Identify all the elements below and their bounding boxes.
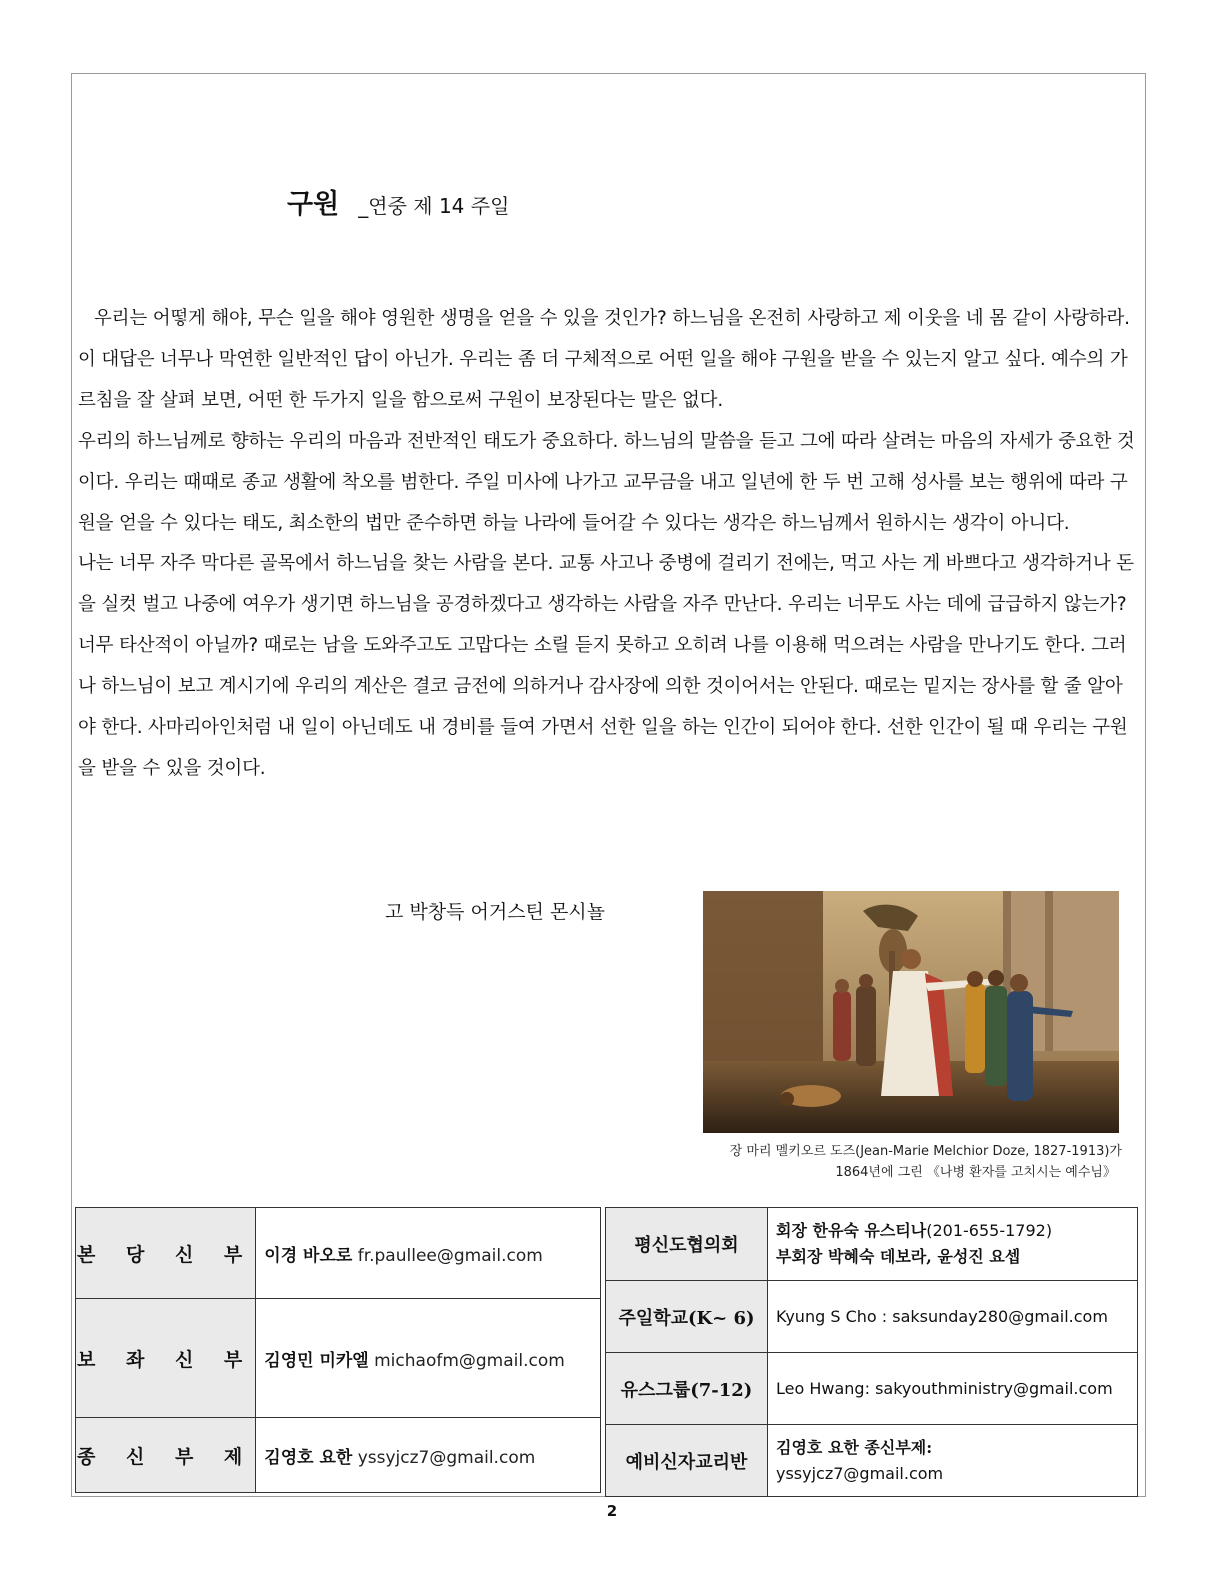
title-main: 구원 (287, 189, 340, 220)
clergy-name: 김영호 요한 (264, 1447, 353, 1468)
council-line-1 (776, 1218, 1136, 1244)
group-value (768, 1353, 1138, 1425)
painting-image (703, 891, 1119, 1133)
clergy-label: 보 좌 신 부 (76, 1299, 256, 1418)
clergy-label: 종 신 부 제 (76, 1418, 256, 1493)
caption-line-1: 장 마리 멜키오르 도즈(Jean-Marie Melchior Doze, 1827-1913)가 (729, 1144, 1122, 1159)
clergy-email: michaofm@gmail.com (374, 1350, 565, 1371)
clergy-name: 이경 바오로 (264, 1245, 353, 1266)
catechumen-email: yssyjcz7@gmail.com (776, 1463, 944, 1483)
clergy-email: yssyjcz7@gmail.com (357, 1447, 536, 1468)
group-label: 주일학교(K~ 6) (606, 1281, 768, 1353)
council-line-2: 부회장 박혜숙 데보라, 윤성진 요셉 (776, 1247, 1021, 1266)
clergy-email: fr.paullee@gmail.com (357, 1245, 543, 1266)
clergy-table (75, 1207, 601, 1493)
paragraph-3: 나는 너무 자주 막다른 골목에서 하느님을 찾는 사람을 본다. 교통 사고나 중병에 걸리기 전에는, 먹고 사는 게 바쁘다고 생각하거나 돈을 실컷 벌고 나중에 여우가 생기면 하느님을 공경하겠다고 생각하는 사람을 자주 만난다. 우리는 너무도 사는 데에 급급하지 않는가? 너무 타산적이 아닐까? 때로는 남을 도와주고도 고맙다는 소릴 듣지 못하고 오히려 나를 이용해 먹으려는 사람을 만나기도 한다. 그러나 하느님이 보고 계시기에 우리의 계산은 결코 금전에 의하거나 감사장에 의한 것이어서는 안된다. 때로는 밑지는 장사를 할 줄 알아야 한다. 사마리아인처럼 내 일이 아닌데도 내 경비를 들여 가면서 선한 일을 하는 인간이 되어야 한다. 선한 인간이 될 때 우리는 구원을 받을 수 있을 것이다. (78, 553, 1134, 779)
table-row (606, 1281, 1138, 1353)
youth-email: sakyouthministry@gmail.com (875, 1378, 1113, 1398)
table-row (76, 1299, 601, 1418)
catechumen-name: 김영호 요한 종신부제: (776, 1437, 933, 1457)
group-value: Kyung S Cho : saksunday280@gmail.com (768, 1281, 1138, 1353)
clergy-value (256, 1418, 601, 1493)
clergy-label: 본 당 신 부 (76, 1208, 256, 1299)
group-value (768, 1208, 1138, 1281)
clergy-value (256, 1208, 601, 1299)
council-president: 회장 한유숙 유스티나 (776, 1221, 927, 1240)
council-phone: (201-655-1792) (926, 1221, 1053, 1240)
table-row (76, 1418, 601, 1493)
title-subtitle: _연중 제 14 주일 (358, 194, 510, 218)
group-label: 예비신자교리반 (606, 1425, 768, 1497)
article-body (78, 299, 1138, 790)
youth-name: Leo Hwang: (776, 1378, 870, 1398)
group-label: 평신도협의회 (606, 1208, 768, 1281)
group-value (768, 1425, 1138, 1497)
paragraph-2: 우리의 하느님께로 향하는 우리의 마음과 전반적인 태도가 중요하다. 하느님의 말씀을 듣고 그에 따라 살려는 마음의 자세가 중요한 것이다. 우리는 때때로 종교 생활에 착오를 범한다. 주일 미사에 나가고 교무금을 내고 일년에 한 두 번 고해 성사를 보는 행위에 따라 구원을 얻을 수 있다는 태도, 최소한의 법만 준수하면 하늘 나라에 들어갈 수 있다는 생각은 하느님께서 원하시는 생각이 아니다. (78, 430, 1135, 534)
paragraph-1: 우리는 어떻게 해야, 무슨 일을 해야 영원한 생명을 얻을 수 있을 것인가? 하느님을 온전히 사랑하고 제 이웃을 네 몸 같이 사랑하라. 이 대답은 너무나 막연한 일반적인 답이 아닌가. 우리는 좀 더 구체적으로 어떤 일을 해야 구원을 받을 수 있는지 알고 싶다. 예수의 가르침을 잘 살펴 보면, 어떤 한 두가지 일을 함으로써 구원이 보장된다는 말은 없다. (78, 308, 1130, 411)
group-label: 유스그룹(7-12) (606, 1353, 768, 1425)
clergy-value (256, 1299, 601, 1418)
table-row (606, 1425, 1138, 1497)
table-row (606, 1208, 1138, 1281)
table-row (76, 1208, 601, 1299)
author-credit: 고 박창득 어거스틴 몬시뇰 (385, 901, 606, 923)
painting-caption (700, 1141, 1122, 1183)
caption-line-2: 1864년에 그린 《나병 환자를 고치시는 예수님》 (835, 1165, 1116, 1180)
article-title (287, 182, 509, 221)
page-number: 2 (606, 1502, 618, 1520)
groups-table (605, 1207, 1138, 1497)
clergy-name: 김영민 미카엘 (264, 1350, 369, 1371)
table-row (606, 1353, 1138, 1425)
